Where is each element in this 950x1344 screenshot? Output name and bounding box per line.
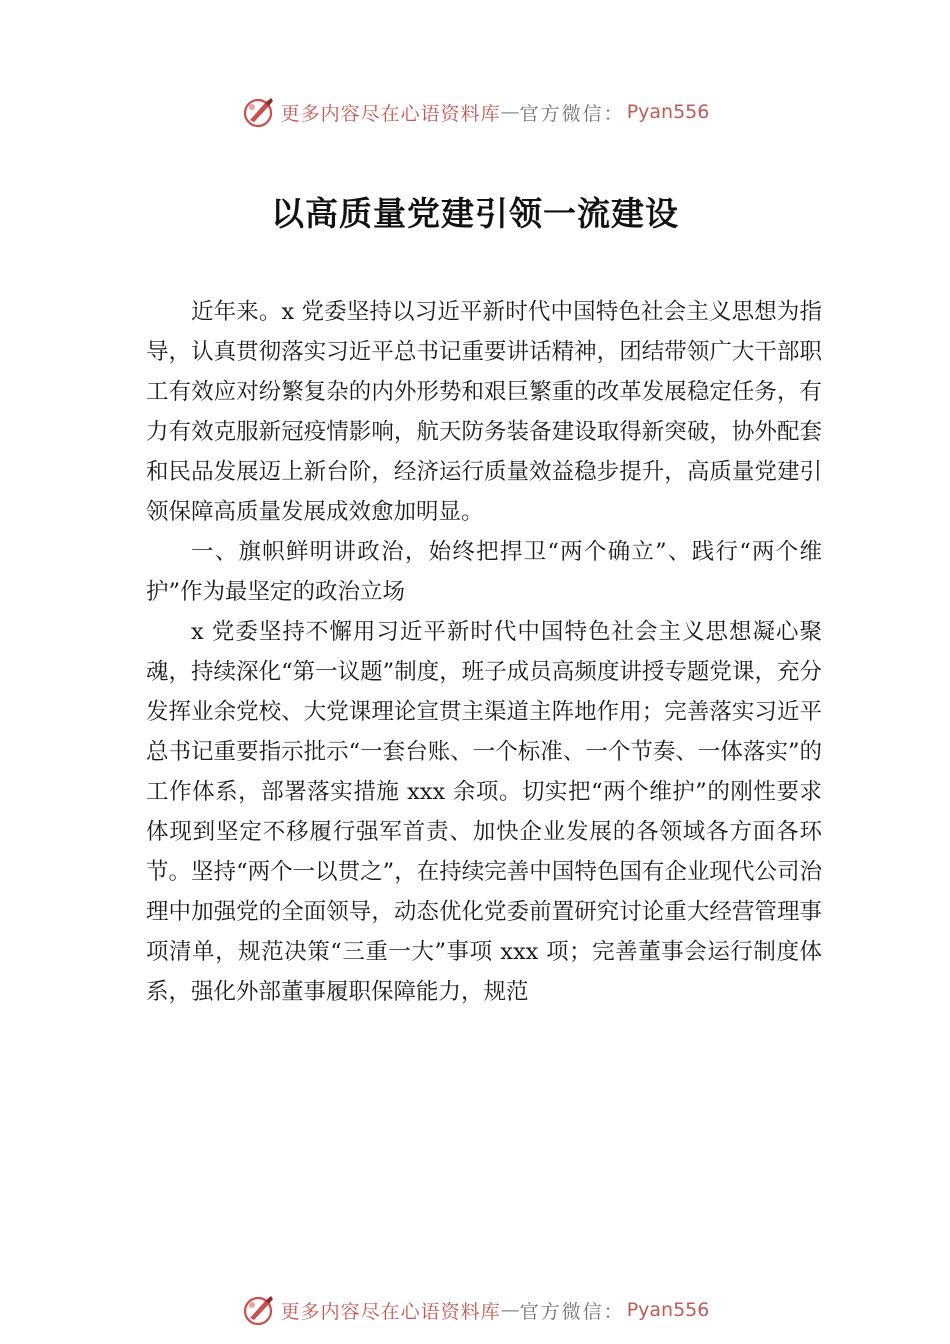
banner-slogan: 更多内容尽在心语资料库: [280, 102, 501, 125]
banner-separator: —: [500, 101, 520, 123]
paragraph-intro: 近年来。x 党委坚持以习近平新时代中国特色社会主义思想为指导，认真贯彻落实习近平总书记重要讲话精神，团结带领广大干部职工有效应对纷繁复杂的内外形势和艰巨繁重的改革发展稳定任务，有力有效克服新冠疫情影响，航天防务装备建设取得新突破，协外配套和民品发展迈上新台阶，经济运行质量效益稳步提升，高质量党建引领保障高质量发展成效愈加明显。: [146, 299, 822, 525]
paragraph-section-body: x 党委坚持不懈用习近平新时代中国特色社会主义思想凝心聚魂，持续深化“第一议题”制度，班子成员高频度讲授专题党课，充分发挥业余党校、大党课理论宣贯主渠道主阵地作用；完善落实习近平总书记重要指示批示“一套台账、一个标准、一个节奏、一体落实”的工作体系，部署落实措施 xxx 余项。切实把“两个维护”的刚性要求体现到坚定不移履行强军首责、加快企业发展的各领域各方面各环节。坚持“两个一以贯之”，在持续完善中国特色国有企业现代公司治理中加强党的全面领导，动态优化党委前置研究讨论重大经营管理事项清单，规范决策“三重一大”事项 xxx 项；完善董事会运行制度体系，强化外部董事履职保障能力，规范: [146, 619, 822, 1005]
banner-wechat-id: Pyan556: [626, 1299, 710, 1321]
banner-wechat-label: 官方微信：: [519, 102, 625, 125]
footer-banner: [0, 1290, 950, 1330]
document-title: 以高质量党建引领一流建设: [271, 194, 679, 233]
pen-seal-logo-icon: [241, 94, 277, 130]
paragraph-section-heading: 一、旗帜鲜明讲政治，始终把捍卫“两个确立”、践行“两个维护”作为最坚定的政治立场: [146, 539, 822, 605]
banner-separator: —: [500, 1299, 520, 1321]
banner-wechat-id: Pyan556: [626, 101, 710, 123]
banner-slogan: 更多内容尽在心语资料库: [280, 1300, 501, 1323]
header-banner: [0, 92, 950, 132]
pen-seal-logo-icon: [241, 1292, 277, 1328]
banner-wechat-label: 官方微信：: [519, 1300, 625, 1323]
document-body: [146, 292, 822, 1012]
